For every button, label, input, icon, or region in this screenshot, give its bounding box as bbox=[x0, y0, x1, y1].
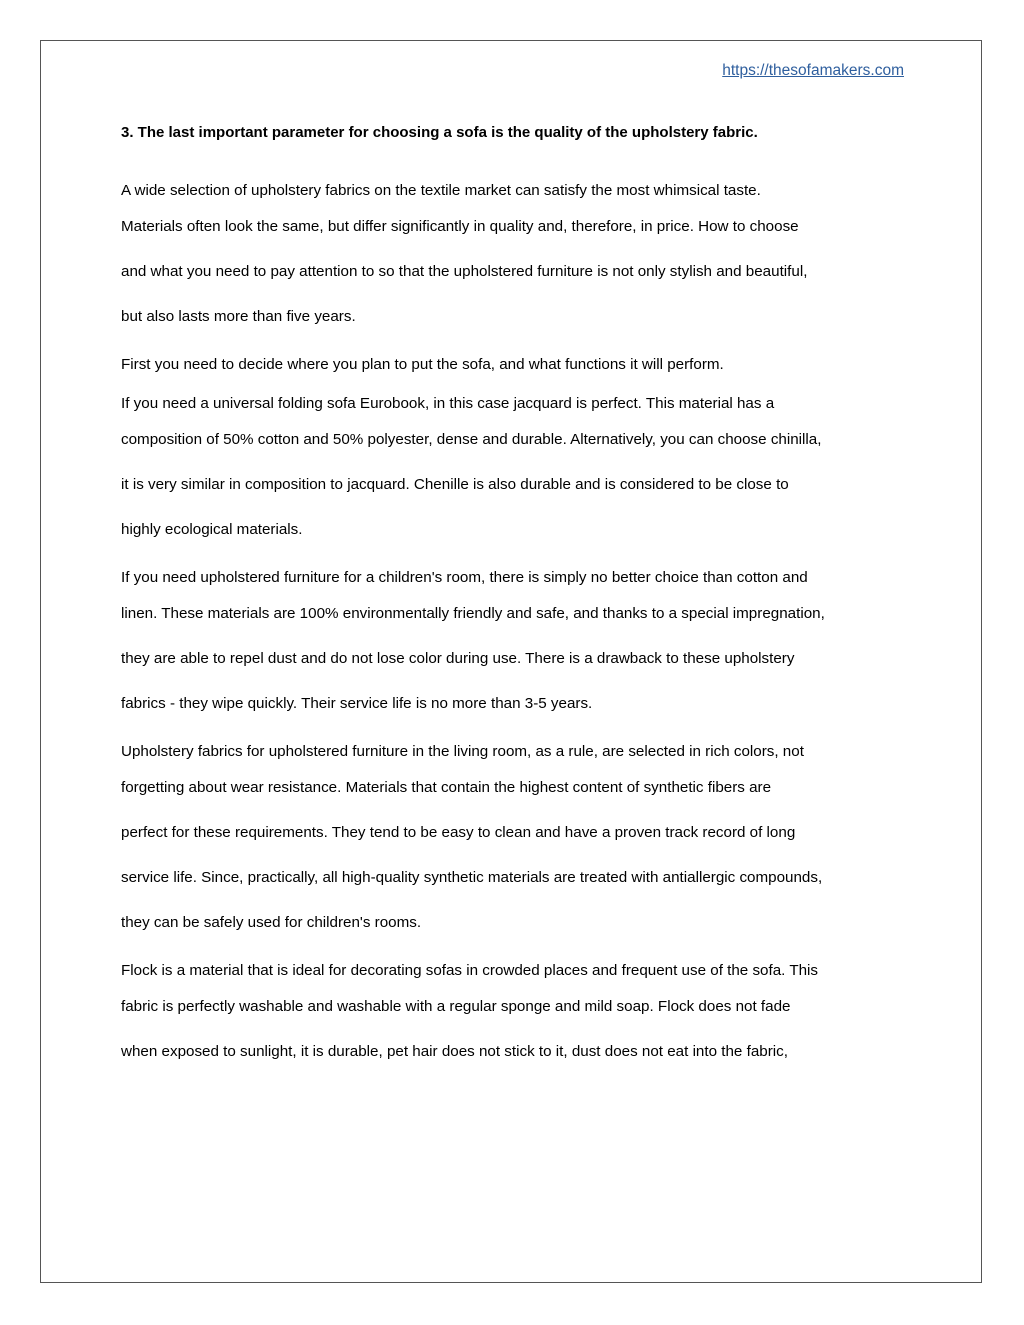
text-line: fabric is perfectly washable and washable with a regular sponge and mild soap. Flock does not fade bbox=[121, 998, 791, 1015]
text-line: composition of 50% cotton and 50% polyester, dense and durable. Alternatively, you can choose chinilla, bbox=[121, 431, 822, 448]
text-line: and what you need to pay attention to so that the upholstered furniture is not only stylish and beautiful, bbox=[121, 263, 808, 280]
paragraph-3 bbox=[121, 391, 921, 552]
text-line: If you need a universal folding sofa Eurobook, in this case jacquard is perfect. This material has a bbox=[121, 395, 775, 412]
text-line: A wide selection of upholstery fabrics on the textile market can satisfy the most whimsical taste. bbox=[121, 182, 761, 199]
text-line: fabrics - they wipe quickly. Their service life is no more than 3-5 years. bbox=[121, 695, 593, 712]
text-line: they are able to repel dust and do not lose color during use. There is a drawback to these upholstery bbox=[121, 650, 795, 667]
site-link[interactable]: https://thesofamakers.com bbox=[722, 62, 904, 79]
text-line: If you need upholstered furniture for a children's room, there is simply no better choice than cotton and bbox=[121, 569, 808, 586]
section-heading: 3. The last important parameter for choosing a sofa is the quality of the upholstery fabric. bbox=[121, 124, 758, 141]
paragraph-6 bbox=[121, 958, 921, 1074]
text-line: linen. These materials are 100% environmentally friendly and safe, and thanks to a special impregnation, bbox=[121, 605, 825, 622]
text-line: Flock is a material that is ideal for decorating sofas in crowded places and frequent use of the sofa. This bbox=[121, 962, 819, 979]
paragraph-2 bbox=[121, 352, 921, 378]
paragraph-1 bbox=[121, 178, 921, 339]
text-line: it is very similar in composition to jacquard. Chenille is also durable and is considered to be close to bbox=[121, 476, 789, 493]
paragraph-5 bbox=[121, 739, 921, 945]
text-line: perfect for these requirements. They tend to be easy to clean and have a proven track record of long bbox=[121, 824, 796, 841]
text-line: but also lasts more than five years. bbox=[121, 308, 356, 325]
text-line: Upholstery fabrics for upholstered furniture in the living room, as a rule, are selected in rich colors, not bbox=[121, 743, 804, 760]
text-line: forgetting about wear resistance. Materials that contain the highest content of synthetic fibers are bbox=[121, 779, 772, 796]
text-line: they can be safely used for children's rooms. bbox=[121, 914, 422, 931]
article-body bbox=[121, 120, 921, 1087]
text-line: when exposed to sunlight, it is durable, pet hair does not stick to it, dust does not eat into the fabric, bbox=[121, 1043, 788, 1060]
text-line: First you need to decide where you plan to put the sofa, and what functions it will perform. bbox=[121, 356, 724, 373]
paragraph-4 bbox=[121, 565, 921, 726]
text-line: Materials often look the same, but differ significantly in quality and, therefore, in price. How to choose bbox=[121, 218, 799, 235]
text-line: service life. Since, practically, all high-quality synthetic materials are treated with antiallergic compounds, bbox=[121, 869, 823, 886]
text-line: highly ecological materials. bbox=[121, 521, 303, 538]
